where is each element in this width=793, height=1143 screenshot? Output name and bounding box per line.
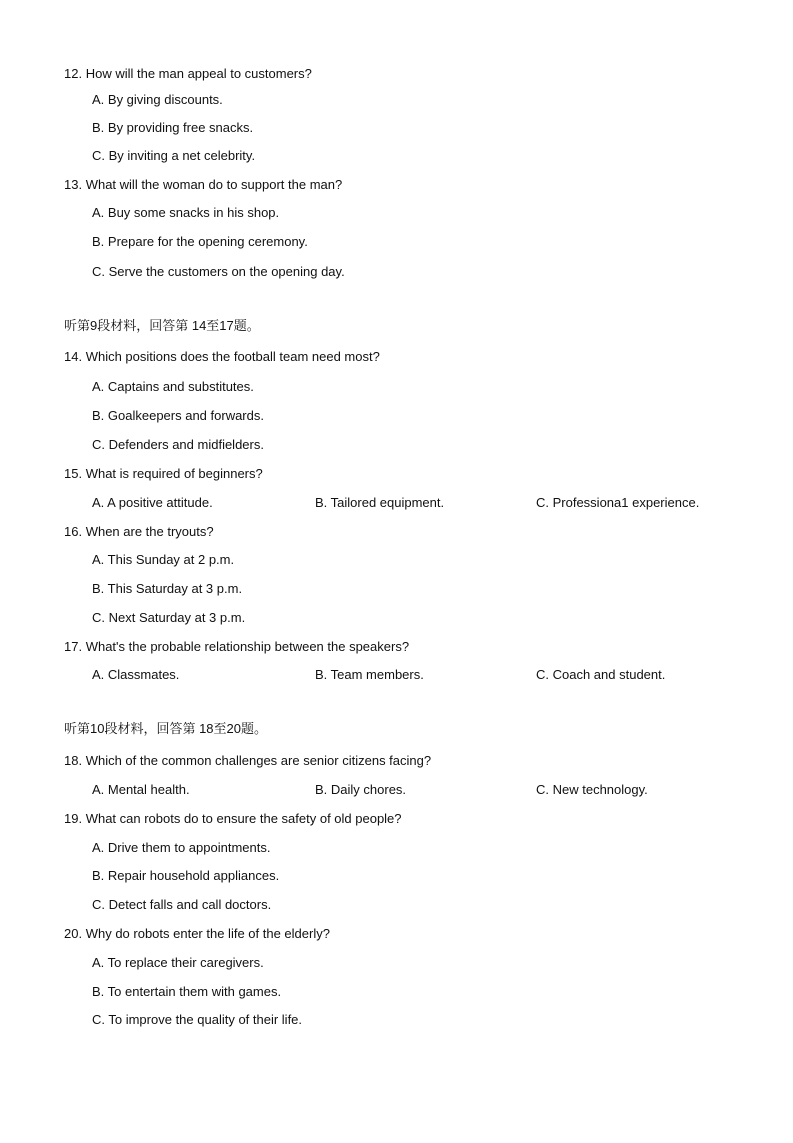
option-17-b: B. Team members. (315, 667, 424, 682)
question-14 (64, 349, 380, 365)
option-15-a: A. A positive attitude. (92, 495, 213, 510)
question-20 (64, 926, 330, 942)
question-19 (64, 811, 402, 827)
question-number: 20. (64, 926, 83, 941)
question-15 (64, 466, 263, 482)
question-number: 16. (64, 524, 83, 539)
option-13-c: C. Serve the customers on the opening day. (92, 264, 345, 279)
question-text: Why do robots enter the life of the elderly? (85, 926, 330, 941)
question-18 (64, 753, 431, 769)
question-text: Which positions does the football team need most? (85, 349, 380, 364)
option-16-b: B. This Saturday at 3 p.m. (92, 581, 243, 596)
option-15-c: C. Professiona1 experience. (536, 495, 700, 510)
question-13 (64, 177, 342, 193)
option-20-a: A. To replace their caregivers. (92, 955, 264, 970)
option-18-a: A. Mental health. (92, 782, 190, 797)
question-number: 13. (64, 177, 83, 192)
question-number: 12. (64, 66, 83, 81)
option-16-c: C. Next Saturday at 3 p.m. (92, 610, 246, 625)
question-text: When are the tryouts? (85, 524, 214, 539)
option-18-c: C. New technology. (536, 782, 648, 797)
option-17-c: C. Coach and student. (536, 667, 666, 682)
question-number: 18. (64, 753, 83, 768)
question-text: What's the probable relationship between the speakers? (85, 639, 410, 654)
question-text: What will the woman do to support the man? (85, 177, 343, 192)
option-12-c: C. By inviting a net celebrity. (92, 148, 256, 163)
option-17-a: A. Classmates. (92, 667, 180, 682)
section-heading-9: 听第9段材料，回答第 14至17题。 (64, 318, 260, 333)
option-13-a: A. Buy some snacks in his shop. (92, 205, 280, 220)
question-text: What can robots do to ensure the safety of old people? (85, 811, 402, 826)
option-12-b: B. By providing free snacks. (92, 120, 254, 135)
question-text: What is required of beginners? (85, 466, 263, 481)
option-20-b: B. To entertain them with games. (92, 984, 282, 999)
question-16 (64, 524, 214, 540)
option-14-c: C. Defenders and midfielders. (92, 437, 264, 452)
option-19-c: C. Detect falls and call doctors. (92, 897, 272, 912)
question-text: How will the man appeal to customers? (85, 66, 312, 81)
question-12 (64, 66, 312, 82)
option-19-b: B. Repair household appliances. (92, 868, 280, 883)
option-20-c: C. To improve the quality of their life. (92, 1012, 303, 1027)
question-17 (64, 639, 409, 655)
question-text: Which of the common challenges are senior citizens facing? (85, 753, 432, 768)
question-number: 17. (64, 639, 83, 654)
option-18-b: B. Daily chores. (315, 782, 407, 797)
option-14-b: B. Goalkeepers and forwards. (92, 408, 264, 423)
option-16-a: A. This Sunday at 2 p.m. (92, 552, 235, 567)
option-19-a: A. Drive them to appointments. (92, 840, 271, 855)
option-15-b: B. Tailored equipment. (315, 495, 445, 510)
question-number: 15. (64, 466, 83, 481)
question-number: 19. (64, 811, 83, 826)
question-number: 14. (64, 349, 83, 364)
option-14-a: A. Captains and substitutes. (92, 379, 254, 394)
option-12-a: A. By giving discounts. (92, 92, 223, 107)
section-heading-10: 听第10段材料，回答第 18至20题。 (64, 721, 267, 736)
option-13-b: B. Prepare for the opening ceremony. (92, 234, 308, 249)
